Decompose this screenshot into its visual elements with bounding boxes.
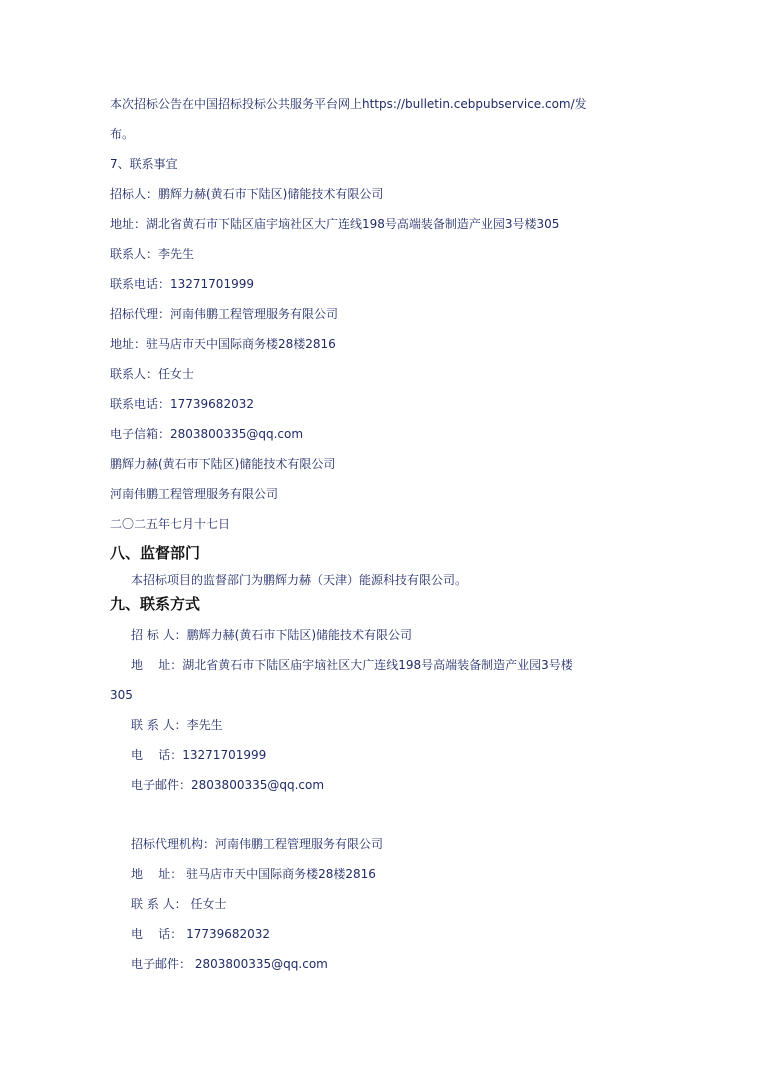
s9-agent-email-label: 电子邮件： — [131, 957, 192, 971]
tenderer-contact-line: 联系人：李先生 — [110, 247, 195, 261]
s9-agent-address-row — [131, 866, 376, 882]
s9-agent-address-label: 地 址： — [131, 867, 183, 881]
s9-contact-row — [131, 717, 223, 733]
agent-address-line: 地址：驻马店市天中国际商务楼28楼2816 — [110, 337, 336, 351]
agent-email-line: 电子信箱：2803800335@qq.com — [110, 427, 304, 441]
s9-tenderer-value: 鹏辉力赫(黄石市下陆区)储能技术有限公司 — [186, 628, 413, 642]
s9-contact-label: 联 系 人： — [131, 718, 187, 732]
s9-tenderer-row — [131, 627, 412, 643]
s9-email-row — [131, 777, 324, 793]
tenderer-address-line: 地址：湖北省黄石市下陆区庙宇垴社区大广连线198号高端装备制造产业园3号楼305 — [110, 217, 560, 231]
signature-company-2: 河南伟鹏工程管理服务有限公司 — [110, 487, 279, 501]
publish-notice-line-cont: 布。 — [110, 127, 135, 141]
s9-phone-label: 电 话： — [131, 748, 183, 762]
s9-address-value: 湖北省黄石市下陆区庙宇垴社区大广连线198号高端装备制造产业园3号楼 — [182, 658, 573, 672]
s9-address-label: 地 址： — [131, 658, 183, 672]
agent-contact-line: 联系人：任女士 — [110, 367, 195, 381]
section-7-title: 7、联系事宜 — [110, 157, 178, 171]
s9-address-wrap: 305 — [110, 688, 133, 702]
s9-agent-address-value: 驻马店市天中国际商务楼28楼2816 — [182, 867, 376, 881]
s9-agent-contact-row — [131, 896, 226, 912]
s9-agent-phone-value: 17739682032 — [182, 927, 271, 941]
supervision-text: 本招标项目的监督部门为鹏辉力赫（天津）能源科技有限公司。 — [131, 573, 468, 587]
s9-agent-contact-label: 联 系 人： — [131, 897, 187, 911]
s9-contact-value: 李先生 — [186, 718, 223, 732]
s9-agent-email-value: 2803800335@qq.com — [191, 957, 328, 971]
agent-line: 招标代理：河南伟鹏工程管理服务有限公司 — [110, 307, 339, 321]
signature-company-1: 鹏辉力赫(黄石市下陆区)储能技术有限公司 — [110, 457, 336, 471]
section-8-title: 八、监督部门 — [110, 544, 201, 562]
section-9-title: 九、联系方式 — [110, 595, 201, 613]
s9-tenderer-label: 招 标 人： — [131, 628, 187, 642]
signature-date: 二〇二五年七月十七日 — [110, 517, 231, 531]
s9-agent-phone-label: 电 话： — [131, 927, 183, 941]
s9-phone-row — [131, 747, 266, 763]
s9-address-row — [131, 657, 573, 673]
publish-notice-line: 本次招标公告在中国招标投标公共服务平台网上https://bulletin.cebpubservice.com/发 — [110, 97, 587, 111]
tenderer-line: 招标人：鹏辉力赫(黄石市下陆区)储能技术有限公司 — [110, 187, 384, 201]
tenderer-phone-line: 联系电话：13271701999 — [110, 277, 254, 291]
s9-agent-row — [131, 836, 383, 852]
agent-phone-line: 联系电话：17739682032 — [110, 397, 254, 411]
s9-agent-contact-value: 任女士 — [186, 897, 227, 911]
s9-phone-value: 13271701999 — [182, 748, 267, 762]
s9-email-value: 2803800335@qq.com — [191, 778, 325, 792]
s9-agent-email-row — [131, 956, 328, 972]
s9-email-label: 电子邮件： — [131, 778, 192, 792]
s9-agent-label: 招标代理机构： — [131, 837, 216, 851]
s9-agent-phone-row — [131, 926, 270, 942]
s9-agent-value: 河南伟鹏工程管理服务有限公司 — [215, 837, 384, 851]
